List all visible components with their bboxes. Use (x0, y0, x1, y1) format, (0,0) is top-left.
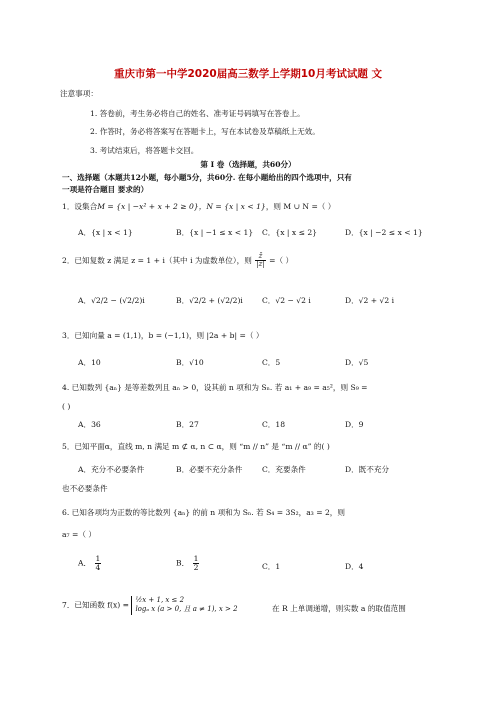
question-5-stem: 5．已知平面α，直线 m, n 满足 m ⊄ α, n ⊂ α，则 “m // n” 是 “m // α” 的( ) (62, 442, 330, 451)
q6-option-c: C．1 (262, 562, 281, 571)
page-title: 重庆市第一中学2020届高三数学上学期10月考试试题 文 (114, 68, 382, 80)
q5-option-b: B．必要不充分条件 (176, 465, 243, 474)
q4-option-c: C．18 (262, 420, 286, 429)
q2-stem: 2．已知复数 z 满足 z = 1 + i（其中 i 为虚数单位），则 (62, 255, 252, 265)
q1-stem-b: ，则 M ∪ N =（ ） (265, 202, 336, 211)
q7-stem-a: 7．已知函数 f(x) = (62, 600, 130, 610)
q1-set-m: M = {x | −x² + x + 2 ≥ 0} (97, 202, 199, 211)
question-1-stem (62, 202, 335, 211)
q1-option-c: C．{x | x ≤ 2} (262, 228, 318, 237)
q4-option-b: B．27 (176, 420, 199, 429)
q6-option-b-num: 1 (193, 554, 199, 563)
question-7-stem-tail: 在 R 上单调递增，则实数 a 的取值范围 (272, 604, 406, 613)
note-item-3: 3. 考试结束后，将答题卡交回。 (90, 146, 199, 155)
q1-option-d: D．{x | −2 ≤ x < 1} (345, 228, 423, 237)
q2-stem-end: =（ ） (269, 255, 294, 265)
section-header: 第 Ⅰ 卷（选择题，共60分） (200, 160, 296, 169)
q5-option-c: C．充要条件 (262, 465, 306, 474)
q3-option-c: C．5 (262, 358, 281, 367)
q6-option-b-frac (193, 555, 200, 572)
q6-option-a-label: A． (78, 558, 92, 568)
q2-option-a: A．√2/2 − (√2/2)i (78, 296, 145, 305)
q2-option-c: C．√2 − √2 i (262, 296, 311, 305)
note-item-2: 2. 作答时，务必将答案写在答题卡上，写在本试卷及草稿纸上无效。 (90, 127, 320, 136)
q1-set-n: ，N = {x | x < 1} (198, 202, 266, 211)
q6-option-d: D．4 (345, 562, 364, 571)
q2-frac-den: |z| (256, 260, 265, 269)
q5-option-d-tail: 也不必要条件 (62, 484, 108, 493)
q7-piecewise (131, 596, 237, 615)
q4-option-a: A．36 (78, 420, 101, 429)
question-6-stem: 6. 已知各项均为正数的等比数列 {aₙ} 的前 n 项和为 Sₙ. 若 S₄ = 3S₂，a₃ = 2，则 (62, 508, 345, 517)
notes-heading: 注意事项： (60, 89, 98, 98)
part-one-line2: 一项是符合题目 要求的） (62, 185, 149, 194)
q7-piece-2: logₐ x (a > 0, 且 a ≠ 1), x > 2 (135, 605, 238, 614)
q3-option-a: A．10 (78, 358, 101, 367)
q6-option-a-frac (95, 555, 102, 572)
q1-option-b: B．{x | −1 ≤ x < 1} (176, 228, 254, 237)
part-one-line1: 一、选择题（本题共12小题，每小题5分，共60分. 在每小题给出的四个选项中，只有 (62, 173, 352, 182)
note-item-1: 1. 答卷前，考生务必将自己的姓名、准考证号码填写在答卷上。 (90, 109, 305, 118)
q2-fraction (255, 253, 265, 269)
question-4-stem: 4. 已知数列 {aₙ} 是等差数列且 aₙ > 0，设其前 n 项和为 Sₙ. 若 a₁ + a₉ = a₅²，则 S₉ = (62, 383, 368, 392)
question-2-stem (62, 253, 293, 269)
q2-option-b: B．√2/2 + (√2/2)i (176, 296, 243, 305)
question-3-stem: 3．已知向量 a = (1,1)，b = (−1,1)，则 |2a + b| =（ ） (62, 331, 264, 340)
q1-stem-a: 1．设集合 (62, 202, 98, 211)
question-4-stem2: ( ) (62, 402, 71, 411)
q2-option-d: D．√2 + √2 i (345, 296, 395, 305)
q4-option-d: D．9 (345, 420, 364, 429)
question-7-stem (62, 596, 238, 615)
q3-option-b: B．√10 (176, 358, 204, 367)
q3-option-d: D．√5 (345, 358, 369, 367)
q6-option-a-den: 4 (95, 562, 101, 572)
q5-option-a: A．充分不必要条件 (78, 465, 145, 474)
question-6-stem2: a₇ =（ ） (62, 530, 96, 539)
q6-option-a (78, 555, 102, 572)
q1-option-a: A．{x | x < 1} (78, 228, 133, 237)
q5-option-d: D．既不充分 (345, 465, 390, 474)
q6-option-b-label: B． (176, 558, 190, 568)
q2-frac-num: z̄ (255, 253, 265, 261)
q6-option-b (176, 555, 200, 572)
q7-piece-1: ½x + 1, x ≤ 2 (135, 596, 185, 604)
q6-option-b-den: 2 (193, 562, 199, 572)
q6-option-a-num: 1 (95, 554, 101, 563)
